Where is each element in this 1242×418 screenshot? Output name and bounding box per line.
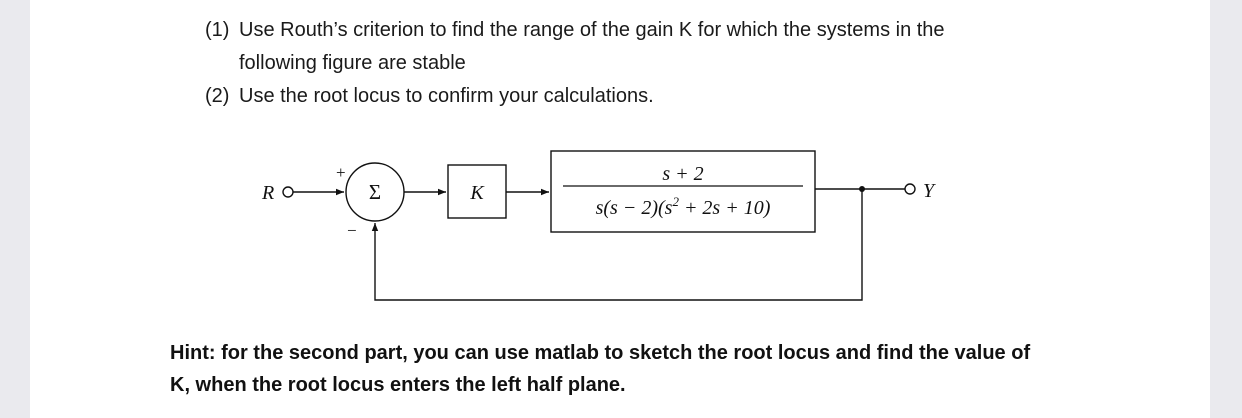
output-terminal <box>905 184 915 194</box>
question-text: Use Routh’s criterion to find the range of the gain K for which the systems in the <box>239 19 945 41</box>
transfer-function-numerator: s + 2 <box>662 163 704 185</box>
question-item-1-continuation: following figure are stable <box>239 52 466 74</box>
document-page <box>30 0 1210 418</box>
sum-symbol: Σ <box>368 180 382 204</box>
question-text: Use the root locus to confirm your calculations. <box>239 85 654 107</box>
output-label: Y <box>923 180 935 202</box>
input-label: R <box>262 182 275 204</box>
question-number: (1) <box>205 19 230 41</box>
minus-sign: − <box>347 221 357 240</box>
question-number: (2) <box>205 85 230 107</box>
hint-text: Hint: for the second part, you can use matlab to sketch the root locus and find the value of K, when the root locus enters the left half plane. <box>170 342 1031 396</box>
plus-sign: + <box>336 163 346 182</box>
block-diagram <box>30 0 1210 320</box>
gain-label: K <box>470 182 484 204</box>
transfer-function-denominator: $s(s - 2)(s^2 + 2s + 10)$ <box>595 194 771 219</box>
input-terminal <box>283 187 293 197</box>
